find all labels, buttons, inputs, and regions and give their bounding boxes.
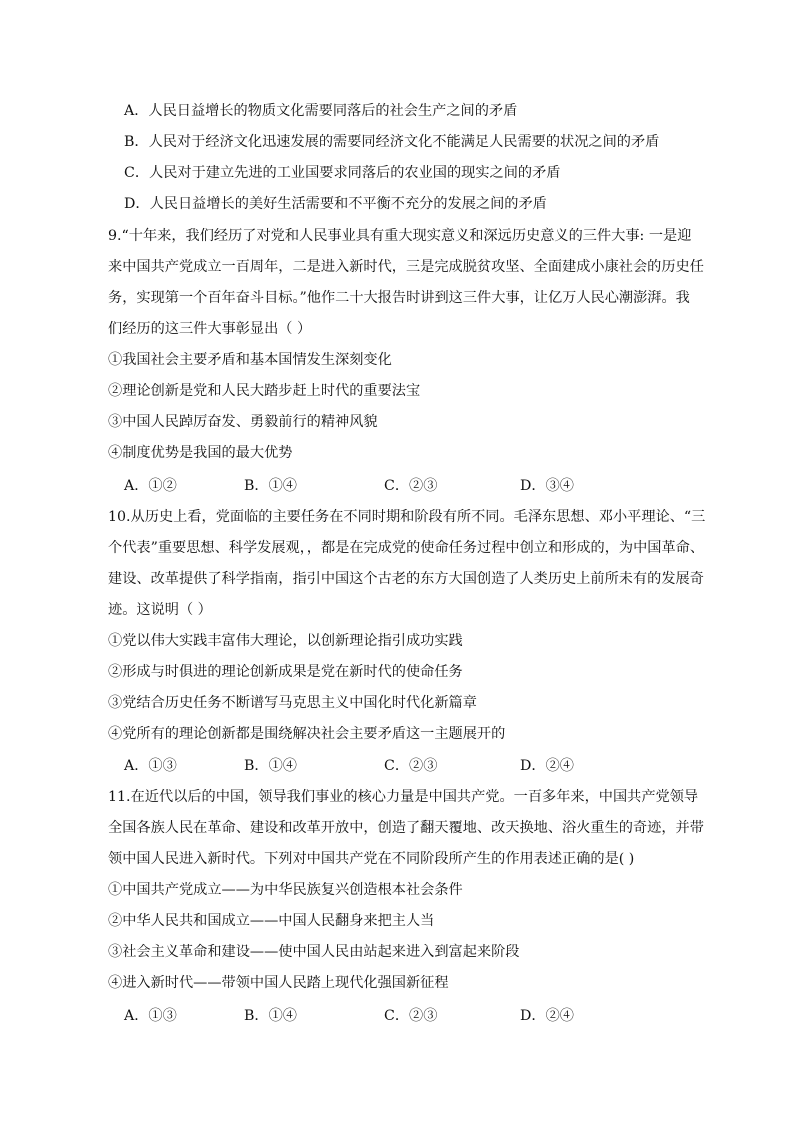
q10-stem-line: 个代表”重要思想、科学发展观，，都是在完成党的使命任务过程中创立和形成的，为中国革命、 — [108, 540, 705, 556]
q11-item-4: ④进入新时代——带领中国人民踏上现代化强国新征程 — [108, 975, 449, 991]
q9-choice-a[interactable]: A．①② — [124, 478, 177, 494]
q9-item-2: ②理论创新是党和人民大踏步赶上时代的重要法宝 — [108, 383, 421, 399]
q11-choice-b[interactable]: B．①④ — [244, 1008, 297, 1024]
q9-stem-line: 们经历的这三件大事彰显出（ ） — [108, 321, 312, 337]
q9-stem-line: 务，实现第一个百年奋斗目标。”他作二十大报告时讲到这三件大事，让亿万人民心潮澎湃。我 — [108, 290, 690, 306]
q11-choices — [124, 1006, 644, 1026]
q9-choice-d[interactable]: D．③④ — [520, 478, 574, 494]
q9-item-1: ①我国社会主要矛盾和基本国情发生深刻变化 — [108, 352, 392, 368]
q10-item-3: ③党结合历史任务不断谱写马克思主义中国化时代化新篇章 — [108, 695, 477, 711]
q10-item-1: ①党以伟大实践丰富伟大理论，以创新理论指引成功实践 — [108, 633, 463, 649]
q9-stem-line: 来中国共产党成立一百周年，二是进入新时代，三是完成脱贫攻坚、全面建成小康社会的历史任 — [108, 259, 704, 275]
q10-choice-b[interactable]: B．①④ — [244, 758, 297, 774]
q9-choices — [124, 476, 644, 496]
q10-item-4: ④党所有的理论创新都是围绕解决社会主要矛盾这一主题展开的 — [108, 726, 506, 742]
q11-stem-line: 领中国人民进入新时代。下列对中国共产党在不同阶段所产生的作用表述正确的是( ) — [108, 851, 635, 867]
q11-item-2: ②中华人民共和国成立——中国人民翻身来把主人当 — [108, 913, 435, 929]
q10-choice-a[interactable]: A．①③ — [124, 758, 177, 774]
q10-item-2: ②形成与时俱进的理论创新成果是党在新时代的使命任务 — [108, 664, 463, 680]
q11-item-3: ③社会主义革命和建设——使中国人民由站起来进入到富起来阶段 — [108, 944, 520, 960]
q8-option-a: A．人民日益增长的物质文化需要同落后的社会生产之间的矛盾 — [124, 103, 518, 119]
q9-item-3: ③中国人民踔厉奋发、勇毅前行的精神风貌 — [108, 414, 378, 430]
q8-option-c: C．人民对于建立先进的工业国要求同落后的农业国的现实之间的矛盾 — [124, 165, 561, 181]
q10-stem-line: 10.从历史上看，党面临的主要任务在不同时期和阶段有所不同。毛泽东思想、邓小平理论、“三 — [108, 509, 706, 525]
q9-item-4: ④制度优势是我国的最大优势 — [108, 445, 293, 461]
q11-choice-d[interactable]: D．②④ — [520, 1008, 574, 1024]
q8-option-b: B．人民对于经济文化迅速发展的需要同经济文化不能满足人民需要的状况之间的矛盾 — [124, 134, 660, 150]
q8-option-d: D．人民日益增长的美好生活需要和不平衡不充分的发展之间的矛盾 — [124, 196, 547, 212]
q9-stem-line: 9.“十年来，我们经历了对党和人民事业具有重大现实意义和深远历史意义的三件大事: 一是迎 — [108, 228, 692, 244]
q9-choice-b[interactable]: B．①④ — [244, 478, 297, 494]
q11-item-1: ①中国共产党成立——为中华民族复兴创造根本社会条件 — [108, 882, 463, 898]
q10-choice-d[interactable]: D．②④ — [520, 758, 574, 774]
q10-stem-line: 迹。这说明（ ） — [108, 602, 212, 618]
q10-stem-line: 建设、改革提供了科学指南，指引中国这个古老的东方大国创造了人类历史上前所未有的发展奇 — [108, 571, 704, 587]
q9-choice-c[interactable]: C．②③ — [384, 478, 438, 494]
q10-choice-c[interactable]: C．②③ — [384, 758, 438, 774]
q11-stem-line: 全国各族人民在革命、建设和改革开放中，创造了翻天覆地、改天换地、浴火重生的奇迹，并带 — [108, 820, 704, 836]
q11-choice-a[interactable]: A．①③ — [124, 1008, 177, 1024]
q11-choice-c[interactable]: C．②③ — [384, 1008, 438, 1024]
q11-stem-line: 11.在近代以后的中国，领导我们事业的核心力量是中国共产党。一百多年来，中国共产党领导 — [108, 789, 699, 805]
q10-choices — [124, 756, 644, 776]
